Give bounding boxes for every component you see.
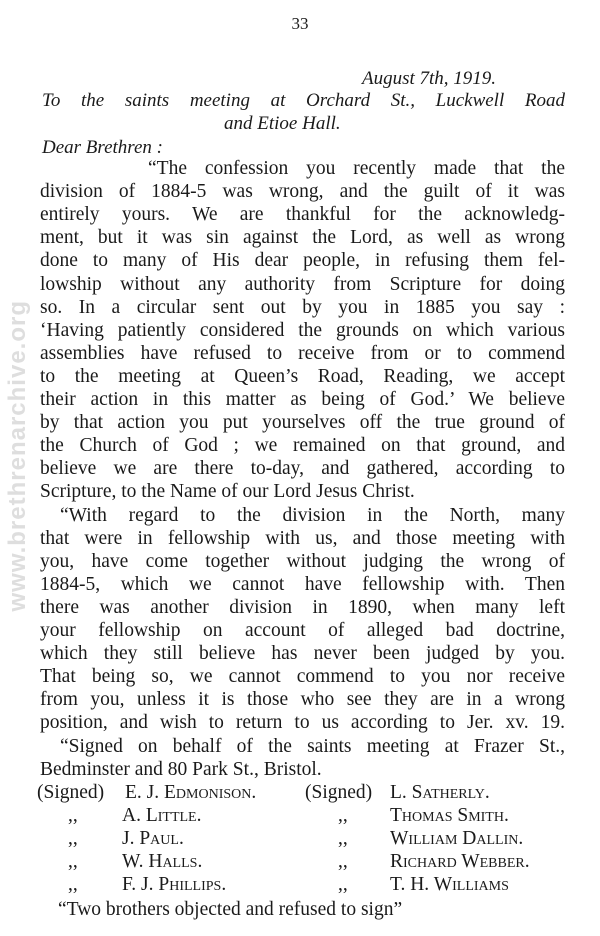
signed-mark: ,, <box>338 874 348 896</box>
signatory-name: E. J. Edmonison. <box>125 781 257 803</box>
text-line: lowship without any authority from Scripture for doing <box>40 273 565 295</box>
text-line: believe we are there to-day, and gathered, according to <box>40 458 565 480</box>
text-line: their action in this matter as being of God.’ We believe <box>40 389 565 410</box>
signatory-name: W. Halls. <box>122 851 203 872</box>
signed-mark: (Signed) <box>37 781 105 803</box>
salutation: Dear Brethren : <box>42 137 164 158</box>
signatory-name: T. H. Williams <box>390 874 509 896</box>
letter-date: August 7th, 1919. <box>362 68 497 89</box>
text-line: Scripture, to the Name of our Lord Jesus Christ. <box>40 481 415 503</box>
text-line: “The confession you recently made that the <box>148 158 565 179</box>
signed-mark: ,, <box>338 851 348 872</box>
text-line: “With regard to the division in the North, many <box>60 504 565 526</box>
text-line: you, have come together without judging the wrong of <box>40 550 565 572</box>
text-line: done to many of His dear people, in refusing them fel- <box>40 250 565 272</box>
signed-mark: (Signed) <box>305 781 373 803</box>
signed-mark: ,, <box>68 827 78 849</box>
text-line: so. In a circular sent out by you in 1885 you say : <box>40 296 565 318</box>
text-line: that were in fellowship with us, and those meeting with <box>40 527 565 549</box>
closing-note: “Two brothers objected and refused to sign” <box>58 899 403 920</box>
text-line: assemblies have refused to receive from or to commend <box>40 342 565 364</box>
text-line: the Church of God ; we remained on that ground, and <box>40 435 565 457</box>
text-line: ‘Having patiently considered the grounds on which various <box>40 319 565 341</box>
text-line: to the meeting at Queen’s Road, Reading, we accept <box>40 365 565 387</box>
text-line: ment, but it was sin against the Lord, as well as wrong <box>40 227 565 249</box>
page-number: 33 <box>291 14 309 33</box>
text-line: your fellowship on account of alleged bad doctrine, <box>40 620 565 641</box>
signed-mark: ,, <box>68 874 78 896</box>
text-line: position, and wish to return to us according to Jer. xv. 19. <box>40 712 565 734</box>
signatory-name: A. Little. <box>122 804 202 826</box>
text-line: from you, unless it is those who see they are in a wrong <box>40 689 565 711</box>
signatory-name: Richard Webber. <box>390 851 530 872</box>
signatory-name: L. Satherly. <box>390 781 490 803</box>
signatory-name: Thomas Smith. <box>390 804 509 826</box>
text-line: 1884-5, which we cannot have fellowship with. Then <box>40 573 565 595</box>
watermark: www.brethrenarchive.org <box>4 300 31 612</box>
text-line: entirely yours. We are thankful for the acknowledg- <box>40 204 565 226</box>
signed-mark: ,, <box>338 827 348 849</box>
signatory-name: William Dallin. <box>390 827 524 849</box>
text-line: there was another division in 1890, when many left <box>40 596 565 618</box>
text-line: by that action you put yourselves off the true ground of <box>40 412 565 434</box>
signed-mark: ,, <box>338 804 348 826</box>
letter-address-2: and Etioe Hall. <box>224 113 341 134</box>
signed-mark: ,, <box>68 804 78 826</box>
letter-address: To the saints meeting at Orchard St., Luckwell Road <box>42 90 565 111</box>
signatory-name: J. Paul. <box>122 827 184 849</box>
text-line: division of 1884-5 was wrong, and the guilt of it was <box>40 181 565 203</box>
text-line: That being so, we cannot commend to you nor receive <box>40 666 565 688</box>
text-line: Bedminster and 80 Park St., Bristol. <box>40 758 322 780</box>
text-line: which they still believe has never been judged by you. <box>40 643 565 665</box>
text-line: “Signed on behalf of the saints meeting at Frazer St., <box>60 735 565 757</box>
signatory-name: F. J. Phillips. <box>122 874 227 896</box>
signed-mark: ,, <box>68 851 78 872</box>
